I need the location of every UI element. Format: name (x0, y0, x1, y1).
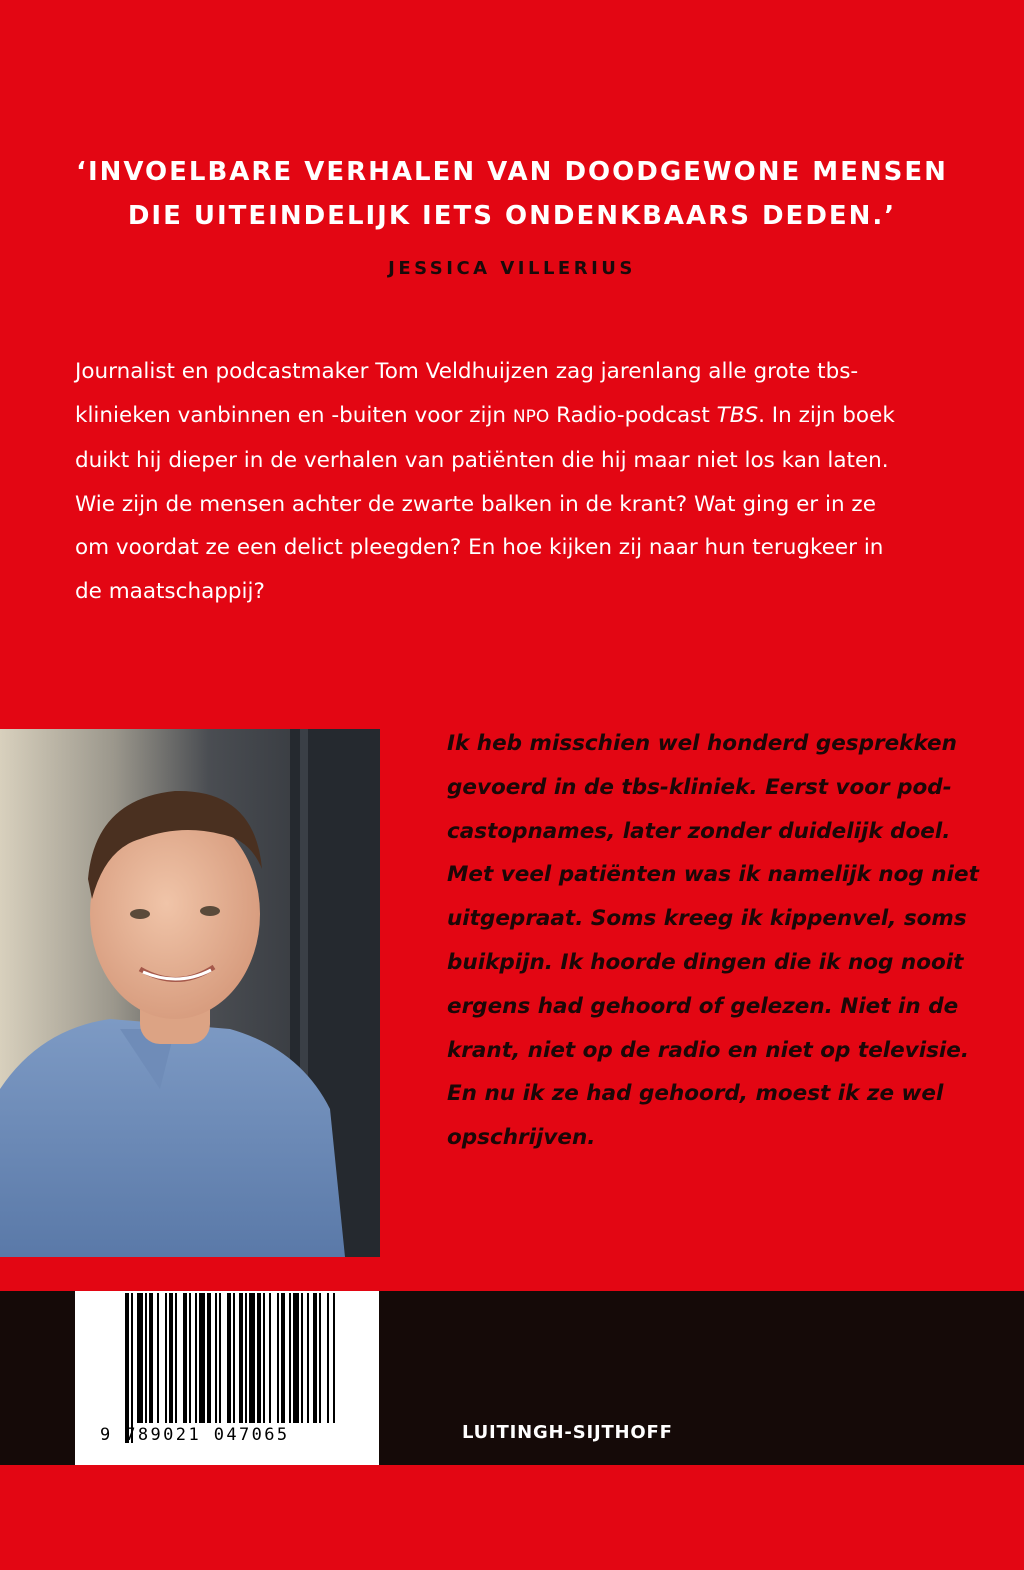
barcode-bar (219, 1293, 221, 1423)
book-blurb (75, 350, 955, 613)
blurb-line-2-b: Radio-podcast (549, 402, 717, 428)
quote-author: JESSICA VILLERIUS (388, 258, 636, 279)
barcode-bar (245, 1293, 247, 1423)
barcode-bar (157, 1293, 159, 1423)
barcode-bar (263, 1293, 265, 1423)
excerpt-line: gevoerd in de tbs-kliniek. Eerst voor pod- (447, 774, 952, 800)
barcode-bar (319, 1293, 321, 1423)
author-portrait-image (0, 729, 380, 1257)
barcode-bar (233, 1293, 235, 1423)
barcode-bar (183, 1293, 187, 1423)
excerpt-line: castopnames, later zonder duidelijk doel. (447, 818, 951, 844)
barcode-bar (165, 1293, 167, 1423)
publisher-name: LUITINGH-SIJTHOFF (462, 1422, 673, 1443)
quote-line-1: ‘INVOELBARE VERHALEN VAN DOODGEWONE MENSEN (76, 157, 948, 187)
excerpt-line: uitgepraat. Soms kreeg ik kippenvel, soms (447, 906, 967, 932)
excerpt-line: Ik heb misschien wel honderd gesprekken (447, 731, 957, 756)
barcode-bar (125, 1293, 129, 1443)
barcode-bar (281, 1293, 285, 1423)
quote-line-2: DIE UITEINDELIJK IETS ONDENKBAARS DEDEN.’ (127, 201, 897, 231)
excerpt-line: krant, niet op de radio en niet op televisie. (447, 1037, 970, 1063)
barcode-bar (175, 1293, 177, 1423)
barcode-bar (249, 1293, 255, 1423)
barcode-bar (137, 1293, 143, 1423)
blurb-npo: NPO (512, 406, 550, 427)
blurb-line-2 (75, 394, 955, 440)
blurb-line-5: om voordat ze een delict pleegden? En hoe kijken zij naar hun terugkeer in (75, 535, 884, 560)
barcode-bar (149, 1293, 153, 1423)
excerpt-line: En nu ik ze had gehoord, moest ik ze wel (447, 1081, 944, 1107)
barcode-bar (239, 1293, 243, 1423)
author-photo (0, 729, 380, 1257)
barcode-bar (199, 1293, 205, 1423)
barcode-bar (131, 1293, 133, 1443)
barcode-bar (195, 1293, 197, 1423)
barcode-bar (333, 1293, 335, 1423)
barcode-bar (307, 1293, 309, 1423)
barcode-bar (289, 1293, 291, 1423)
barcode-bar (189, 1293, 191, 1423)
excerpt-line: ergens had gehoord of gelezen. Niet in de (447, 993, 959, 1019)
blurb-line-6: de maatschappij? (75, 578, 265, 604)
cover-quote (0, 150, 1024, 238)
barcode-bar (313, 1293, 317, 1423)
barcode-bar (207, 1293, 211, 1423)
barcode-bar (269, 1293, 271, 1423)
barcode-bar (215, 1293, 217, 1423)
blurb-line-2-a: klinieken vanbinnen en -buiten voor zijn (75, 402, 513, 428)
barcode-bar (327, 1293, 329, 1423)
barcode-bar (293, 1293, 299, 1423)
barcode-bar (277, 1293, 279, 1423)
excerpt-line: Met veel patiënten was ik namelijk nog niet (447, 862, 979, 888)
blurb-line-4: Wie zijn de mensen achter de zwarte balken in de krant? Wat ging er in ze (75, 491, 876, 517)
blurb-line-3: duikt hij dieper in de verhalen van patiënten die hij maar niet los kan laten. (75, 448, 889, 473)
isbn-digits: 9 789021 047065 (100, 1425, 290, 1445)
blurb-podcast-title: TBS (716, 402, 759, 428)
barcode-bar (227, 1293, 231, 1423)
barcode-bar (169, 1293, 173, 1423)
barcode-bar (257, 1293, 261, 1423)
excerpt-line: opschrijven. (447, 1125, 596, 1151)
author-excerpt (447, 722, 979, 1160)
barcode-bar (145, 1293, 147, 1423)
blurb-line-2-c: . In zijn boek (758, 402, 895, 428)
excerpt-line: buikpijn. Ik hoorde dingen die ik nog nooit (447, 949, 964, 975)
blurb-line-1: Journalist en podcastmaker Tom Veldhuijzen zag jarenlang alle grote tbs- (75, 359, 859, 384)
barcode-bar (301, 1293, 303, 1423)
